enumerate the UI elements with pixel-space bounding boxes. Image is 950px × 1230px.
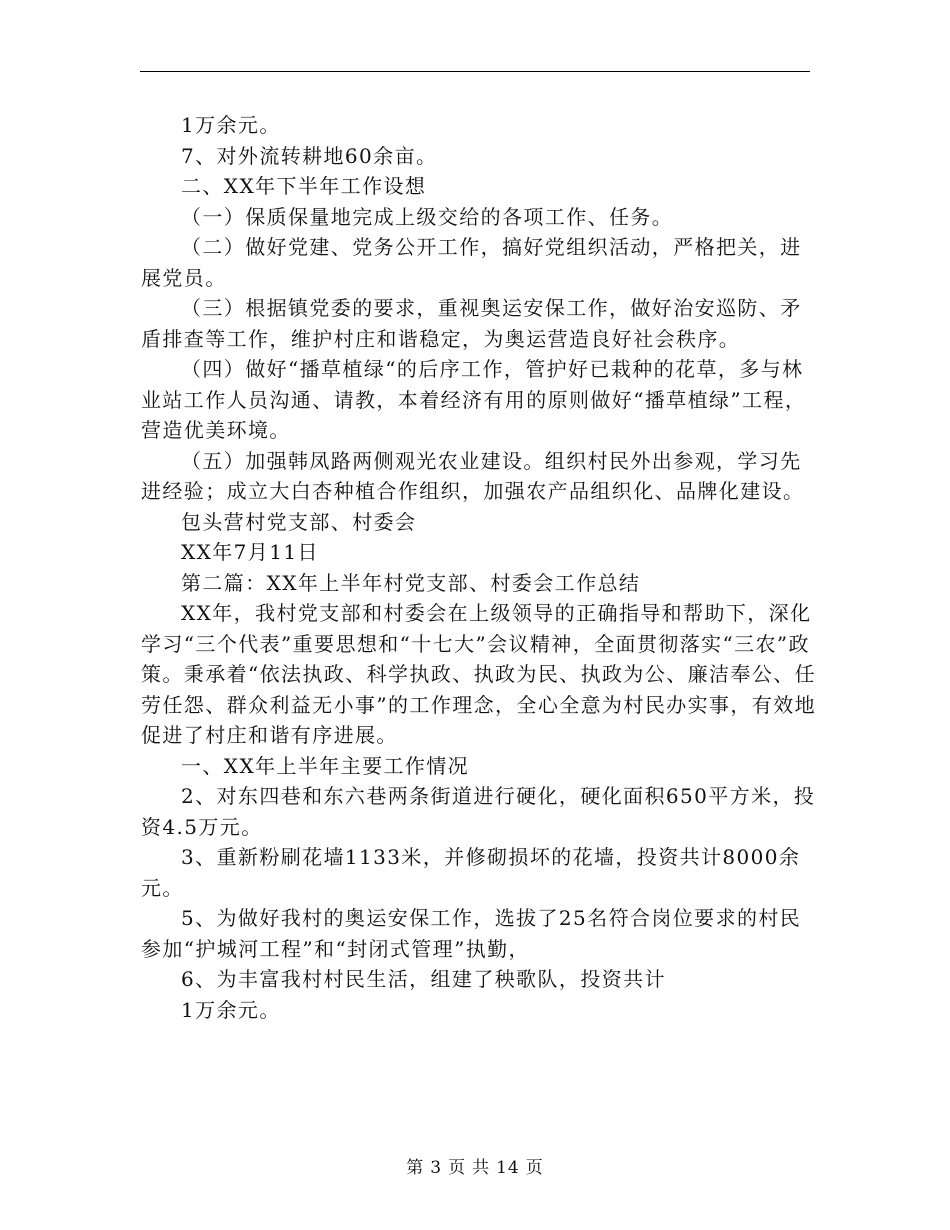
total-pages-number: 14 xyxy=(496,1158,520,1178)
current-page-number: 3 xyxy=(430,1158,443,1178)
footer-total-word: 共 xyxy=(472,1158,491,1178)
paragraph: 2、对东四巷和东六巷两条街道进行硬化，硬化面积650平方米，投资4.5万元。 xyxy=(141,784,816,839)
section-heading: 二、XX年下半年工作设想 xyxy=(181,174,427,198)
footer-suffix: 页 xyxy=(525,1158,544,1178)
paragraph: 1万余元。 xyxy=(181,997,281,1022)
signature-date: XX年7月11日 xyxy=(181,540,319,564)
document-body xyxy=(141,110,821,1025)
paragraph: 7、对外流转耕地60余亩。 xyxy=(181,143,438,168)
section-title: 第二篇：XX年上半年村党支部、村委会工作总结 xyxy=(181,570,641,595)
paragraph: 6、为丰富我村村民生活，组建了秧歌队，投资共计 xyxy=(181,967,666,991)
footer-page-word: 页 xyxy=(448,1158,467,1178)
paragraph: （五）加强韩凤路两侧观光农业建设。组织村民外出参观，学习先进经验；成立大白杏种植合作组织，加强农产品组织化、品牌化建设。 xyxy=(141,448,805,503)
paragraph: （二）做好党建、党务公开工作，搞好党组织活动，严格把关，进展党员。 xyxy=(141,235,802,290)
footer-prefix: 第 xyxy=(406,1158,425,1178)
page-footer xyxy=(0,1153,950,1178)
paragraph: 5、为做好我村的奥运安保工作，选拔了25名符合岗位要求的村民参加“护城河工程”和“封闭式管理”执勤， xyxy=(141,906,802,961)
paragraph: 1万余元。 xyxy=(181,113,281,137)
paragraph: XX年，我村党支部和村委会在上级领导的正确指导和帮助下，深化学习“三个代表”重要思想和“十七大”会议精神，全面贯彻落实“三农”政策。秉承着“依法执政、科学执政、执政为民、执政为公、廉洁奉公、任劳任怨、群众利益无小事”的工作理念，全心全意为村民办实事，有效地促进了村庄和谐有序进展。 xyxy=(141,601,817,747)
section-heading: 一、XX年上半年主要工作情况 xyxy=(181,753,470,778)
paragraph: 3、重新粉刷花墙1133米，并修砌损坏的花墙，投资共计8000余元。 xyxy=(141,845,801,900)
header-rule xyxy=(140,71,810,72)
paragraph: （一）保质保量地完成上级交给的各项工作、任务。 xyxy=(181,204,674,229)
signature-organization: 包头营村党支部、村委会 xyxy=(181,509,417,534)
paragraph: （三）根据镇党委的要求，重视奥运安保工作，做好治安巡防、矛盾排查等工作，维护村庄和谐稳定，为奥运营造良好社会秩序。 xyxy=(141,296,802,351)
paragraph: （四）做好“播草植绿“的后序工作，管护好已栽种的花草，多与林业站工作人员沟通、请教，本着经济有用的原则做好“播草植绿”工程，营造优美环境。 xyxy=(141,357,807,442)
